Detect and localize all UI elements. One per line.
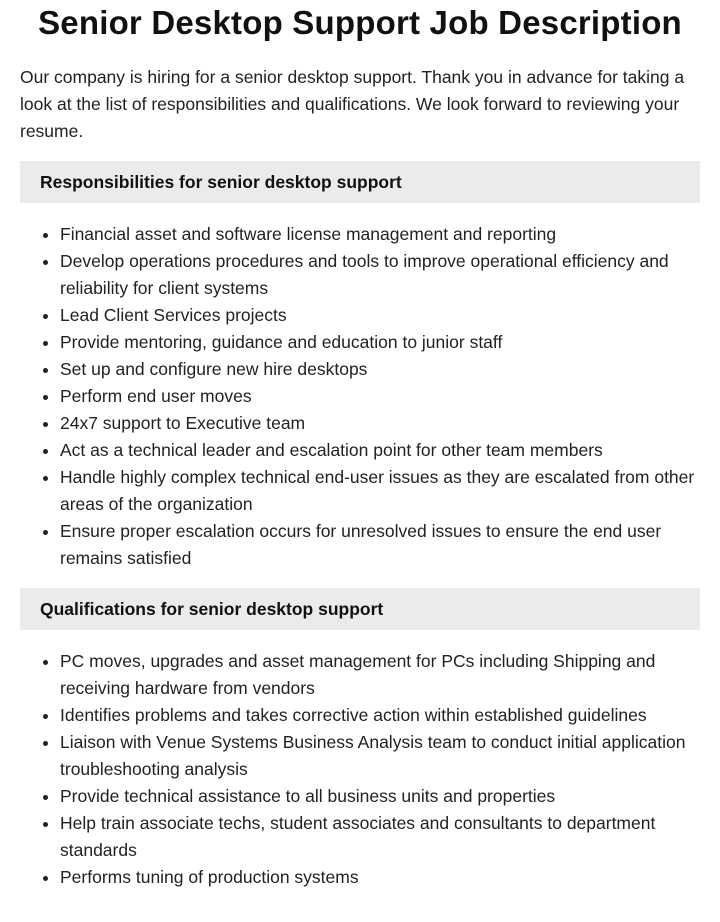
list-item: • Provide mentoring, guidance and education to junior staff xyxy=(60,329,700,356)
list-item: • Liaison with Venue Systems Business Analysis team to conduct initial application troubleshooting analysis xyxy=(60,729,700,783)
list-item: • Performs tuning of production systems xyxy=(60,864,700,891)
list-item: • Develop operations procedures and tools to improve operational efficiency and reliability for client systems xyxy=(60,248,700,302)
list-item: • Identifies problems and takes corrective action within established guidelines xyxy=(60,702,700,729)
list-item: • Financial asset and software license management and reporting xyxy=(60,221,700,248)
qualifications-list xyxy=(0,648,700,891)
list-item: • Handle highly complex technical end-user issues as they are escalated from other areas of the organization xyxy=(60,464,700,518)
page-title: Senior Desktop Support Job Description xyxy=(38,4,682,41)
list-item: • PC moves, upgrades and asset management for PCs including Shipping and receiving hardware from vendors xyxy=(60,648,700,702)
list-item: • Perform end user moves xyxy=(60,383,700,410)
list-item: • Help train associate techs, student associates and consultants to department standards xyxy=(60,810,700,864)
qualifications-heading: Qualifications for senior desktop support xyxy=(20,588,700,630)
list-item: • Lead Client Services projects xyxy=(60,302,700,329)
list-item: • Ensure proper escalation occurs for unresolved issues to ensure the end user remains satisfied xyxy=(60,518,700,572)
list-item: • Set up and configure new hire desktops xyxy=(60,356,700,383)
intro-text: Our company is hiring for a senior desktop support. Thank you in advance for taking a look at the list of responsibilities and qualifications. We look forward to reviewing your resume. xyxy=(20,67,685,141)
list-item: • Provide technical assistance to all business units and properties xyxy=(60,783,700,810)
responsibilities-heading: Responsibilities for senior desktop support xyxy=(20,161,700,203)
responsibilities-list xyxy=(0,221,700,572)
list-item: • 24x7 support to Executive team xyxy=(60,410,700,437)
list-item: • Act as a technical leader and escalation point for other team members xyxy=(60,437,700,464)
